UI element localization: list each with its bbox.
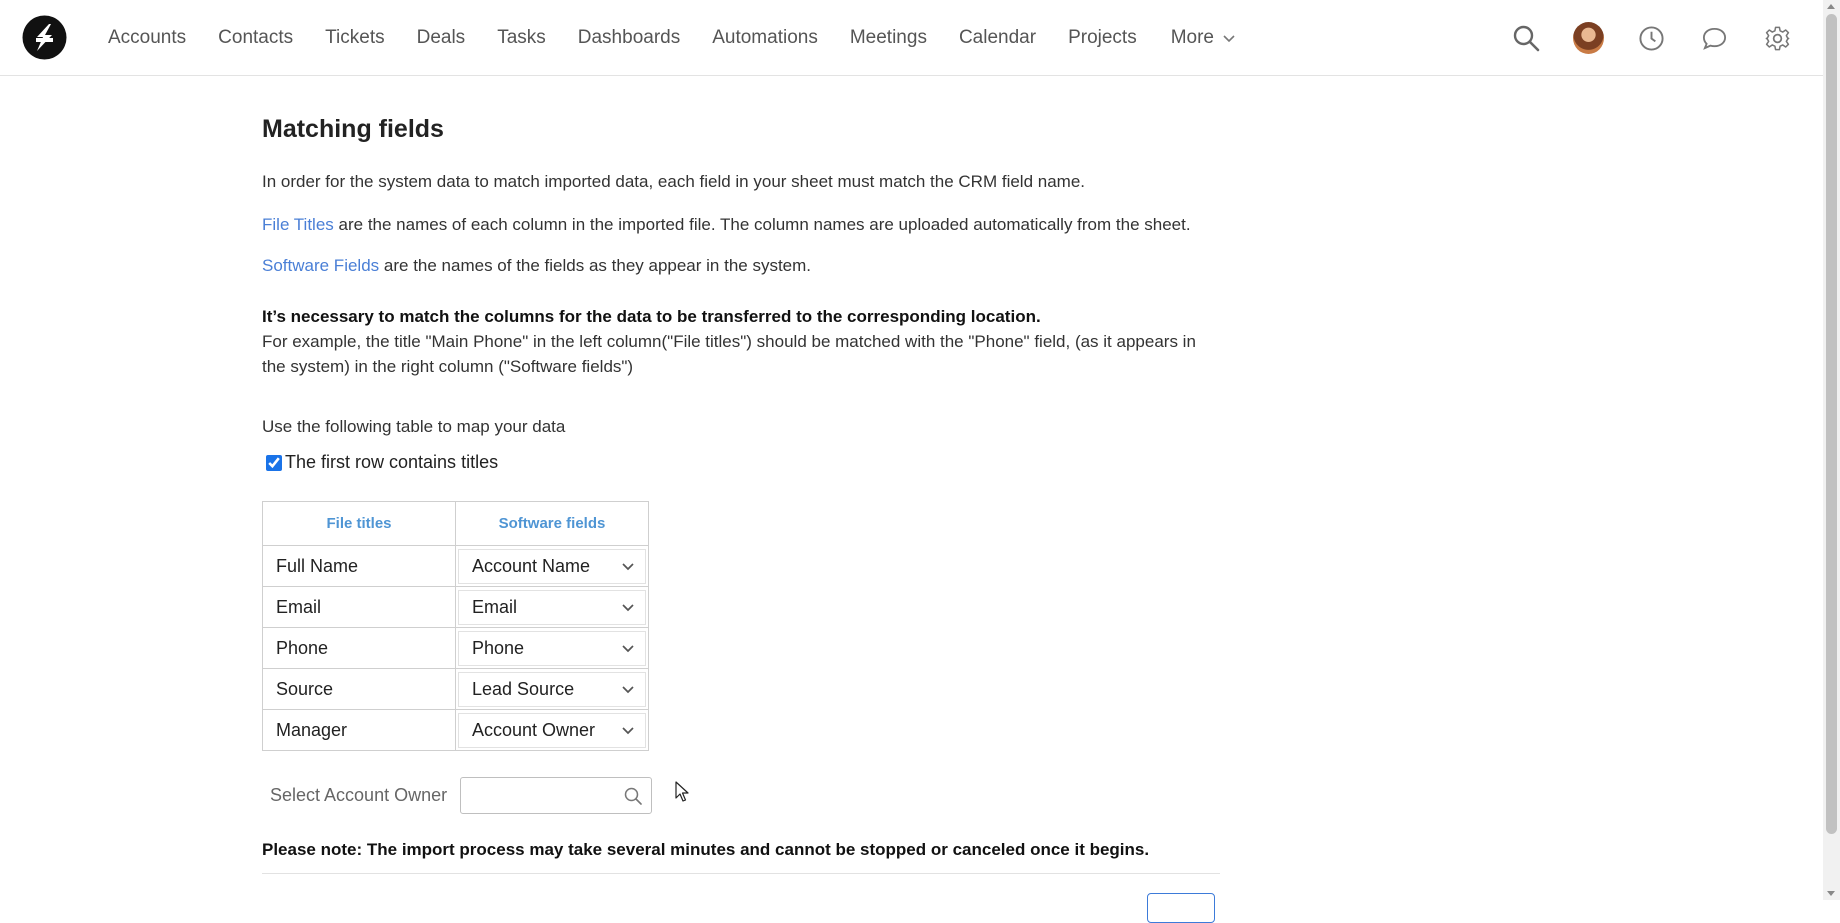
example-text: For example, the title "Main Phone" in the left column("File titles") should be matched with the "Phone" field, (as it appears in the system) in the right column ("Software fields")	[262, 332, 1196, 376]
table-header-row	[263, 502, 649, 546]
file-title-cell: Source	[263, 669, 456, 710]
scroll-up-arrow-icon[interactable]	[1827, 4, 1835, 9]
file-titles-link[interactable]: File Titles	[262, 215, 334, 234]
table-row	[263, 669, 649, 710]
nav-item-contacts[interactable]: Contacts	[218, 27, 294, 48]
nav-item-calendar[interactable]: Calendar	[958, 27, 1037, 48]
first-row-titles-option[interactable]	[266, 452, 498, 473]
chevron-down-icon	[621, 559, 635, 573]
software-fields-description	[262, 256, 811, 276]
nav-item-deals[interactable]: Deals	[416, 27, 466, 48]
user-avatar[interactable]	[1573, 23, 1604, 54]
nav-item-accounts[interactable]: Accounts	[108, 27, 187, 48]
use-table-text: Use the following table to map your data	[262, 417, 566, 436]
table-row	[263, 710, 649, 751]
page-scrollbar[interactable]	[1823, 0, 1840, 900]
software-field-cell	[456, 628, 649, 669]
nav-item-tasks[interactable]: Tasks	[497, 27, 546, 48]
software-field-cell	[456, 710, 649, 751]
scroll-thumb[interactable]	[1826, 14, 1837, 834]
owner-label: Select Account Owner	[270, 785, 448, 805]
mouse-cursor-icon	[675, 781, 691, 803]
software-field-select[interactable]	[458, 672, 646, 707]
matching-explanation	[262, 304, 1222, 379]
gear-icon[interactable]	[1762, 23, 1793, 54]
owner-search-input[interactable]	[469, 779, 619, 812]
import-warning-note: Please note: The import process may take several minutes and cannot be stopped or canceled once it begins.	[262, 840, 1150, 859]
nav-item-automations[interactable]: Automations	[712, 27, 818, 48]
chevron-down-icon	[621, 682, 635, 696]
software-field-select[interactable]	[458, 590, 646, 625]
file-title-cell: Full Name	[263, 546, 456, 587]
nav-item-dashboards[interactable]: Dashboards	[577, 27, 681, 48]
clock-icon[interactable]	[1636, 23, 1667, 54]
software-field-value: Account Name	[472, 555, 591, 576]
nav-more-label: More	[1170, 27, 1214, 48]
account-owner-selector	[270, 777, 652, 814]
field-mapping-table	[262, 501, 649, 751]
owner-search-field[interactable]	[460, 777, 652, 814]
chevron-down-icon	[1222, 31, 1236, 45]
avatar	[1573, 22, 1604, 54]
nav-item-meetings[interactable]: Meetings	[849, 27, 927, 48]
intro-text: In order for the system data to match imported data, each field in your sheet must match the CRM field name.	[262, 172, 1085, 191]
file-titles-description	[262, 215, 1191, 235]
nav-more-menu[interactable]	[1153, 27, 1252, 49]
file-title-cell: Manager	[263, 710, 456, 751]
chevron-down-icon	[621, 641, 635, 655]
nav-item-projects[interactable]: Projects	[1068, 27, 1137, 48]
file-title-cell: Email	[263, 587, 456, 628]
main-nav	[92, 0, 1252, 76]
software-fields-header: Software fields	[456, 502, 649, 546]
table-row	[263, 587, 649, 628]
software-fields-link[interactable]: Software Fields	[262, 256, 380, 275]
header-actions	[1510, 0, 1793, 76]
necessary-note: It’s necessary to match the columns for the data to be transferred to the corresponding location.	[262, 307, 1041, 326]
first-row-titles-checkbox[interactable]	[266, 455, 282, 471]
first-row-titles-label: The first row contains titles	[285, 452, 499, 472]
scroll-down-arrow-icon[interactable]	[1827, 891, 1835, 896]
software-field-select[interactable]	[458, 549, 646, 584]
file-titles-header: File titles	[263, 502, 456, 546]
software-field-select[interactable]	[458, 631, 646, 666]
chevron-down-icon	[621, 723, 635, 737]
file-titles-text: are the names of each column in the imported file. The column names are uploaded automatically from the sheet.	[333, 215, 1191, 234]
software-field-value: Lead Source	[472, 678, 575, 699]
software-fields-text: are the names of the fields as they appear in the system.	[379, 256, 812, 275]
software-field-value: Account Owner	[472, 719, 596, 740]
search-icon[interactable]	[623, 786, 643, 806]
table-row	[263, 546, 649, 587]
next-button[interactable]	[1147, 893, 1215, 923]
software-field-cell	[456, 669, 649, 710]
top-navigation-bar	[0, 0, 1823, 76]
chat-icon[interactable]	[1699, 23, 1730, 54]
nav-item-tickets[interactable]: Tickets	[325, 27, 385, 48]
software-field-select[interactable]	[458, 713, 646, 748]
software-field-cell	[456, 587, 649, 628]
app-logo-icon[interactable]	[22, 15, 67, 60]
software-field-value: Phone	[472, 637, 525, 658]
divider	[262, 873, 1220, 874]
file-title-cell: Phone	[263, 628, 456, 669]
software-field-value: Email	[472, 596, 518, 617]
search-icon[interactable]	[1510, 23, 1541, 54]
chevron-down-icon	[621, 600, 635, 614]
software-field-cell	[456, 546, 649, 587]
page-title: Matching fields	[262, 115, 444, 143]
table-row	[263, 628, 649, 669]
